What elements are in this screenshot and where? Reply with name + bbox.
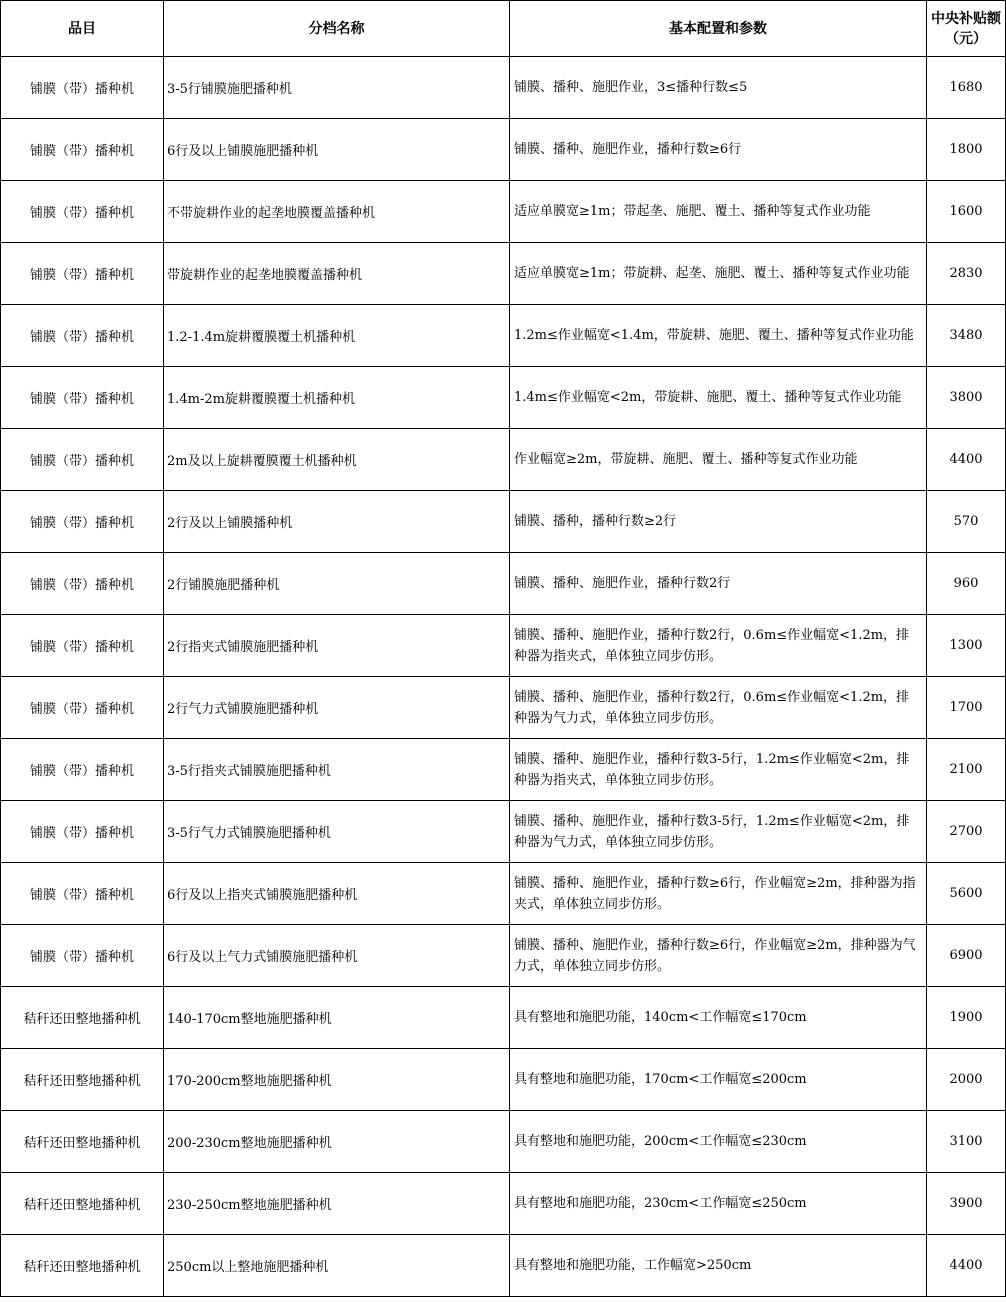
cell-category: 铺膜（带）播种机 — [1, 801, 164, 863]
cell-category: 铺膜（带）播种机 — [1, 615, 164, 677]
cell-spec: 铺膜、播种、施肥作业，播种行数2行 — [510, 553, 927, 615]
cell-spec: 作业幅宽≥2m，带旋耕、施肥、覆土、播种等复式作业功能 — [510, 429, 927, 491]
cell-tier-name: 2行气力式铺膜施肥播种机 — [164, 677, 510, 739]
cell-subsidy: 3480 — [927, 305, 1006, 367]
cell-spec: 铺膜、播种、施肥作业，播种行数≥6行，作业幅宽≥2m，排种器为气力式，单体独立同步仿形。 — [510, 925, 927, 987]
cell-spec: 具有整地和施肥功能，170cm<工作幅宽≤200cm — [510, 1049, 927, 1111]
cell-spec: 铺膜、播种、施肥作业，播种行数3-5行，1.2m≤作业幅宽<2m，排种器为指夹式，单体独立同步仿形。 — [510, 739, 927, 801]
table-row — [1, 615, 1006, 677]
cell-tier-name: 170-200cm整地施肥播种机 — [164, 1049, 510, 1111]
table-row — [1, 119, 1006, 181]
table-row — [1, 739, 1006, 801]
table-row — [1, 925, 1006, 987]
cell-category: 秸秆还田整地播种机 — [1, 1049, 164, 1111]
cell-tier-name: 2行铺膜施肥播种机 — [164, 553, 510, 615]
cell-spec: 铺膜、播种、施肥作业，播种行数3-5行，1.2m≤作业幅宽<2m，排种器为气力式，单体独立同步仿形。 — [510, 801, 927, 863]
cell-subsidy: 1900 — [927, 987, 1006, 1049]
cell-subsidy: 1600 — [927, 181, 1006, 243]
cell-tier-name: 200-230cm整地施肥播种机 — [164, 1111, 510, 1173]
table-row — [1, 1049, 1006, 1111]
table-row — [1, 863, 1006, 925]
table-row — [1, 1173, 1006, 1235]
cell-category: 铺膜（带）播种机 — [1, 553, 164, 615]
table-row — [1, 57, 1006, 119]
cell-subsidy: 3100 — [927, 1111, 1006, 1173]
table-header — [1, 1, 1006, 57]
cell-subsidy: 2100 — [927, 739, 1006, 801]
cell-subsidy: 5600 — [927, 863, 1006, 925]
cell-tier-name: 带旋耕作业的起垄地膜覆盖播种机 — [164, 243, 510, 305]
cell-subsidy: 2000 — [927, 1049, 1006, 1111]
cell-tier-name: 2行指夹式铺膜施肥播种机 — [164, 615, 510, 677]
header-category: 品目 — [1, 1, 164, 57]
cell-subsidy: 570 — [927, 491, 1006, 553]
cell-category: 铺膜（带）播种机 — [1, 429, 164, 491]
cell-tier-name: 1.2-1.4m旋耕覆膜覆土机播种机 — [164, 305, 510, 367]
cell-spec: 适应单膜宽≥1m；带起垄、施肥、覆土、播种等复式作业功能 — [510, 181, 927, 243]
cell-subsidy: 3800 — [927, 367, 1006, 429]
cell-spec: 1.2m≤作业幅宽<1.4m，带旋耕、施肥、覆土、播种等复式作业功能 — [510, 305, 927, 367]
table-row — [1, 1111, 1006, 1173]
cell-category: 铺膜（带）播种机 — [1, 925, 164, 987]
cell-tier-name: 250cm以上整地施肥播种机 — [164, 1235, 510, 1297]
cell-subsidy: 6900 — [927, 925, 1006, 987]
cell-subsidy: 1700 — [927, 677, 1006, 739]
header-row — [1, 1, 1006, 57]
cell-category: 秸秆还田整地播种机 — [1, 987, 164, 1049]
cell-spec: 具有整地和施肥功能，230cm<工作幅宽≤250cm — [510, 1173, 927, 1235]
header-spec: 基本配置和参数 — [510, 1, 927, 57]
cell-category: 铺膜（带）播种机 — [1, 57, 164, 119]
cell-spec: 铺膜、播种、施肥作业，播种行数≥6行，作业幅宽≥2m，排种器为指夹式，单体独立同步仿形。 — [510, 863, 927, 925]
cell-category: 铺膜（带）播种机 — [1, 863, 164, 925]
cell-category: 铺膜（带）播种机 — [1, 119, 164, 181]
table-row — [1, 491, 1006, 553]
cell-subsidy: 1800 — [927, 119, 1006, 181]
table-row — [1, 677, 1006, 739]
cell-tier-name: 2行及以上铺膜播种机 — [164, 491, 510, 553]
cell-tier-name: 3-5行指夹式铺膜施肥播种机 — [164, 739, 510, 801]
table-row — [1, 367, 1006, 429]
cell-spec: 铺膜、播种、施肥作业，播种行数≥6行 — [510, 119, 927, 181]
cell-category: 铺膜（带）播种机 — [1, 677, 164, 739]
cell-subsidy: 960 — [927, 553, 1006, 615]
cell-subsidy: 4400 — [927, 429, 1006, 491]
cell-spec: 铺膜、播种、施肥作业，播种行数2行，0.6m≤作业幅宽<1.2m，排种器为指夹式，单体独立同步仿形。 — [510, 615, 927, 677]
cell-category: 秸秆还田整地播种机 — [1, 1235, 164, 1297]
table-body — [1, 57, 1006, 1297]
cell-spec: 1.4m≤作业幅宽<2m，带旋耕、施肥、覆土、播种等复式作业功能 — [510, 367, 927, 429]
cell-category: 铺膜（带）播种机 — [1, 739, 164, 801]
cell-tier-name: 6行及以上气力式铺膜施肥播种机 — [164, 925, 510, 987]
table-row — [1, 801, 1006, 863]
cell-tier-name: 不带旋耕作业的起垄地膜覆盖播种机 — [164, 181, 510, 243]
cell-category: 铺膜（带）播种机 — [1, 367, 164, 429]
cell-tier-name: 230-250cm整地施肥播种机 — [164, 1173, 510, 1235]
header-subsidy: 中央补贴额（元） — [927, 1, 1006, 57]
table-row — [1, 243, 1006, 305]
cell-tier-name: 1.4m-2m旋耕覆膜覆土机播种机 — [164, 367, 510, 429]
cell-subsidy: 2830 — [927, 243, 1006, 305]
cell-tier-name: 140-170cm整地施肥播种机 — [164, 987, 510, 1049]
cell-tier-name: 3-5行气力式铺膜施肥播种机 — [164, 801, 510, 863]
cell-tier-name: 2m及以上旋耕覆膜覆土机播种机 — [164, 429, 510, 491]
cell-spec: 具有整地和施肥功能，200cm<工作幅宽≤230cm — [510, 1111, 927, 1173]
cell-subsidy: 4400 — [927, 1235, 1006, 1297]
cell-category: 铺膜（带）播种机 — [1, 305, 164, 367]
cell-spec: 具有整地和施肥功能，工作幅宽>250cm — [510, 1235, 927, 1297]
cell-category: 铺膜（带）播种机 — [1, 181, 164, 243]
header-tier-name: 分档名称 — [164, 1, 510, 57]
cell-spec: 适应单膜宽≥1m；带旋耕、起垄、施肥、覆土、播种等复式作业功能 — [510, 243, 927, 305]
cell-category: 秸秆还田整地播种机 — [1, 1111, 164, 1173]
cell-subsidy: 1300 — [927, 615, 1006, 677]
cell-spec: 具有整地和施肥功能，140cm<工作幅宽≤170cm — [510, 987, 927, 1049]
cell-category: 秸秆还田整地播种机 — [1, 1173, 164, 1235]
table-row — [1, 429, 1006, 491]
table-row — [1, 553, 1006, 615]
cell-spec: 铺膜、播种、施肥作业，播种行数2行，0.6m≤作业幅宽<1.2m，排种器为气力式，单体独立同步仿形。 — [510, 677, 927, 739]
cell-tier-name: 6行及以上指夹式铺膜施肥播种机 — [164, 863, 510, 925]
cell-subsidy: 2700 — [927, 801, 1006, 863]
cell-tier-name: 3-5行铺膜施肥播种机 — [164, 57, 510, 119]
cell-tier-name: 6行及以上铺膜施肥播种机 — [164, 119, 510, 181]
table-row — [1, 181, 1006, 243]
cell-category: 铺膜（带）播种机 — [1, 243, 164, 305]
cell-spec: 铺膜、播种，播种行数≥2行 — [510, 491, 927, 553]
table-row — [1, 1235, 1006, 1297]
cell-category: 铺膜（带）播种机 — [1, 491, 164, 553]
table-row — [1, 305, 1006, 367]
cell-subsidy: 3900 — [927, 1173, 1006, 1235]
table-row — [1, 987, 1006, 1049]
cell-spec: 铺膜、播种、施肥作业，3≤播种行数≤5 — [510, 57, 927, 119]
cell-subsidy: 1680 — [927, 57, 1006, 119]
